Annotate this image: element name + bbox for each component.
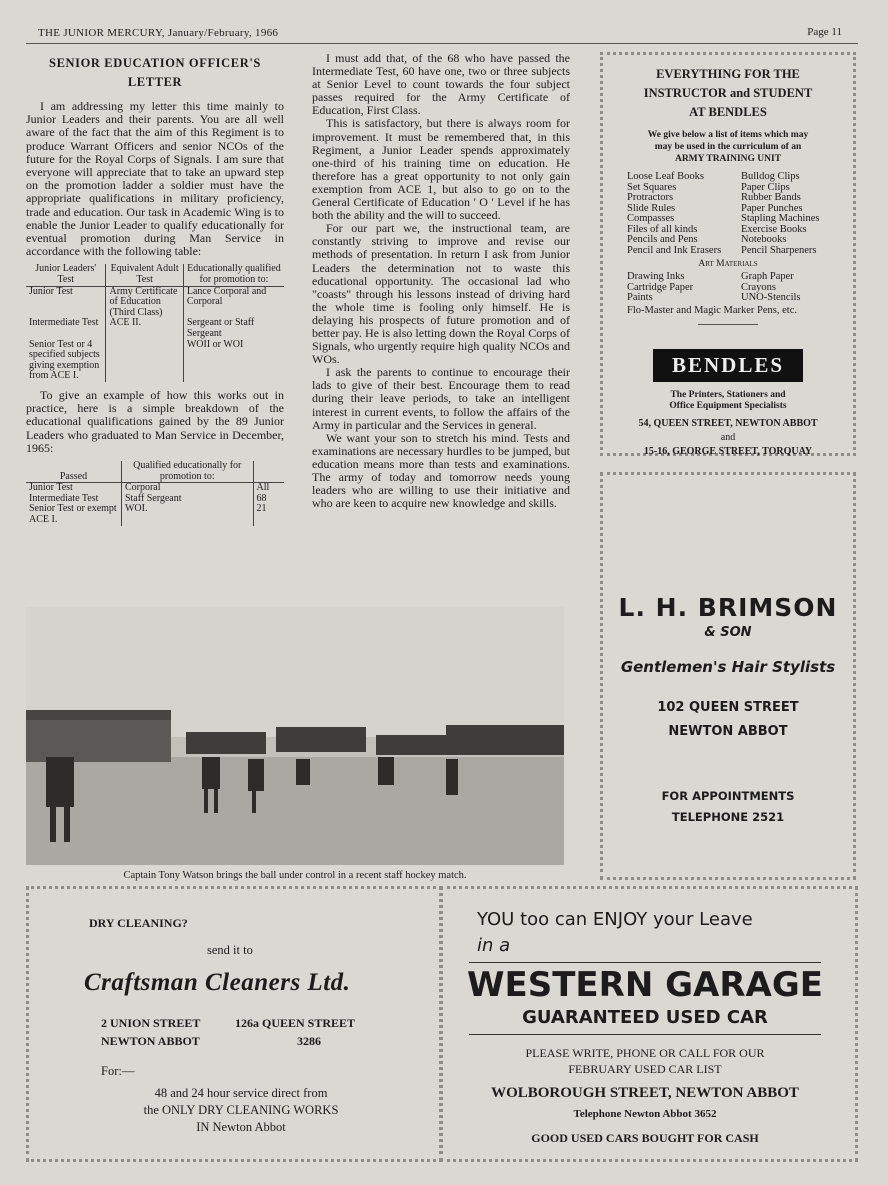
header-rule <box>26 43 858 44</box>
photo-caption: Captain Tony Watson brings the ball under control in a recent staff hockey match. <box>123 870 467 881</box>
item-list-right: Bulldog Clips Paper Clips Rubber Bands Paper Punches Stapling Machines Exercise Books Notebooks Pencil Sharpeners <box>741 171 820 256</box>
table-header: Equivalent Adult Test <box>106 264 183 286</box>
qualification-table <box>26 264 284 382</box>
paragraph: I must add that, of the 68 who have passed the Intermediate Test, 60 have one, two or three subjects at Senior Level to count towards the four subject passes required for the Army Certificate of Education, First Class. <box>312 51 570 118</box>
western-garage-advertisement: YOU too can ENJOY your Leave in a WESTERN GARAGE GUARANTEED USED CAR PLEASE WRITE, PHONE OR CALL FOR OUR FEBRUARY USED CAR LIST WOLBOROUGH STREET, NEWTON ABBOT Telephone Newton Abbot 3652 GOOD USED CARS BOUGHT FOR CASH <box>440 886 858 1162</box>
brimson-advertisement: L. H. BRIMSON & SON Gentlemen's Hair Stylists 102 QUEEN STREET NEWTON ABBOT FOR APPOINTMENTS TELEPHONE 2521 <box>600 472 856 880</box>
paragraph: To give an example of how this works out in practice, here is a simple breakdown of the educational qualifications gained by the 89 Junior Leaders who graduated to Man Service in December, 1965: <box>26 387 284 455</box>
paragraph: We want your son to stretch his mind. Tests and examinations are necessary hurdles to be jumped, but education means more than tests and examinations. The army of today and tomorrow needs young leaders who are willing to use their initiative and who are keen to acquire new knowledge and skills. <box>312 430 570 511</box>
page-number: Page 11 <box>807 26 842 38</box>
hockey-photo <box>26 607 564 865</box>
paragraph: I ask the parents to continue to encourage their lads to give of their best. Encourage them to read during their leave periods, to take an intelligent interest in current events, to follow the affairs of the Army in particular and the Services in general. <box>312 365 570 432</box>
bendles-advertisement: EVERYTHING FOR THE INSTRUCTOR and STUDENT AT BENDLES We give below a list of items which may may be used in the curriculum of an ARMY TRAINING UNIT Loose Leaf Books Set Squares Protractors Slide Rules Compasses Files of all kinds Pencils and Pens Pencil and Ink Erasers Bulldog Clips Paper Clips Rubber Bands Paper Punches Stapling Machines Exercise Books Notebooks Pencil Sharpeners Art Materials Drawing Inks Cartridge Paper Paints Graph Paper Crayons UNO-Stencils Flo-Master and Magic Marker Pens, etc. BENDLES The Printers, Stationers and Office Equipment Specialists 54, QUEEN STREET, NEWTON ABBOT and 15-16, GEORGE STREET, TORQUAY <box>600 52 856 456</box>
paragraph: I am addressing my letter this time mainly to Junior Leaders and their parents. You are all well aware of the fact that the aim of this Regiment is to produce Warrant Officers and senior NCOs of the future for the Royal Corps of Signals. I am sure that everyone will appreciate that to take an upward step on the promotion ladder a soldier must have the appropriate qualifications in military proficiency, trade and education. Our task in Academic Wing is to enable the Junior Leader to qualify educationally for eventual promotion during Man Service in accordance with the following table: <box>26 99 284 259</box>
paragraph: For our part we, the instructional team, are constantly striving to improve and revise our methods of presentation. In return I ask from Junior Leaders the determination not to waste this educational opportunity. The occasional lad who "coasts" through his lessons instead of driving hard the whole time is fooling only himself. He is delaying his prospects of future promotion and of better pay. He is also letting down the Royal Corps of Signals, who urgently require high quality NCOs and WOs. <box>312 221 570 367</box>
table-header: Junior Leaders' Test <box>26 264 106 286</box>
cleaners-name: Craftsman Cleaners Ltd. <box>84 969 351 996</box>
table-row: Junior Test Corporal All <box>26 483 284 494</box>
article-column-1 <box>26 54 284 533</box>
results-table <box>26 461 284 526</box>
table-header: Qualified educationally for promotion to: <box>121 461 253 483</box>
paragraph: This is satisfactory, but there is always room for improvement. It must be remembered that, in this Regiment, a Junior Leader spends approximately one-third of his training time on education. He therefore has a great opportunity to not only gain exemption from ACE 1, but also to go on to the General Certificate of Education ' O ' Level if he has both the ability and the will to succeed. <box>312 116 570 223</box>
table-row: Intermediate Test Staff Sergeant 68 <box>26 494 284 505</box>
garage-name: WESTERN GARAGE <box>467 965 823 1005</box>
article-column-2 <box>312 52 570 510</box>
item-list-left: Loose Leaf Books Set Squares Protractors Slide Rules Compasses Files of all kinds Pencils and Pens Pencil and Ink Erasers <box>627 171 722 256</box>
masthead: THE JUNIOR MERCURY, January/February, 1966 <box>38 27 279 39</box>
table-row: Senior Test or exempt ACE I. WOI. 21 <box>26 504 284 525</box>
brimson-name: L. H. BRIMSON <box>618 593 838 622</box>
bendles-logo: BENDLES <box>653 349 803 382</box>
craftsman-cleaners-advertisement: DRY CLEANING? send it to Craftsman Cleaners Ltd. 2 UNION STREET 126a QUEEN STREET NEWTON ABBOT 3286 For:— 48 and 24 hour service direct from the ONLY DRY CLEANING WORKS IN Newton Abbot <box>26 886 442 1162</box>
table-row: Junior Test Army Certificate of Education (Third Class) Lance Corporal and Corporal <box>26 286 284 318</box>
table-row: Intermediate Test ACE II. Sergeant or Staff Sergeant <box>26 318 284 339</box>
table-row: Senior Test or 4 specified subjects giving exemption from ACE I. WOII or WOI <box>26 340 284 382</box>
article-title: SENIOR EDUCATION OFFICER'S LETTER <box>49 56 261 89</box>
table-header: Passed <box>26 461 121 483</box>
table-header: Educationally qualified for promotion to: <box>183 264 284 286</box>
